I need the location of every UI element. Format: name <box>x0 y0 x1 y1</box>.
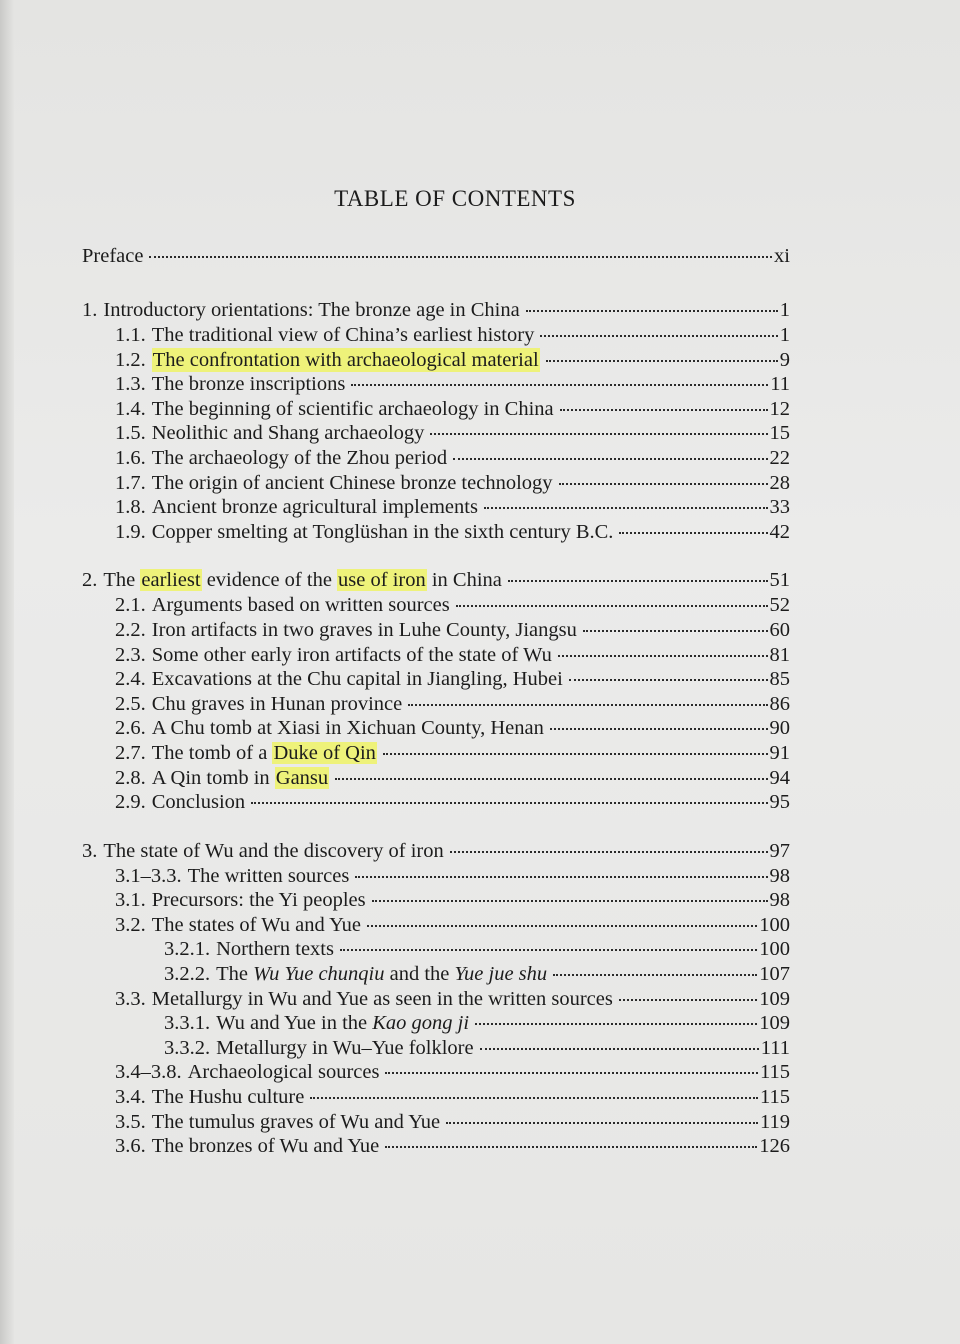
dot-leader <box>484 507 768 509</box>
toc-page-number: 111 <box>760 1036 790 1059</box>
section-title: The tumulus graves of Wu and Yue <box>151 1110 441 1133</box>
section-number: 3.2. <box>115 913 146 936</box>
dot-leader <box>335 778 767 780</box>
section-title-highlight: Duke of Qin <box>273 741 376 764</box>
toc-entry[interactable] <box>82 1085 790 1110</box>
toc-chapter-heading[interactable] <box>82 297 790 323</box>
toc-entry[interactable] <box>82 643 790 668</box>
toc-entry[interactable] <box>82 495 790 520</box>
section-title: Metallurgy in Wu and Yue as seen in the written sources <box>151 987 613 1010</box>
section-title: The archaeology of the Zhou period <box>151 446 448 469</box>
dot-leader <box>251 802 767 804</box>
dot-leader <box>526 310 778 312</box>
toc-entry-label: Preface <box>82 245 144 267</box>
section-title-part: A Qin tomb in <box>151 766 275 789</box>
section-number: 3.3.1. <box>164 1012 211 1035</box>
dot-leader <box>475 1023 757 1025</box>
section-number: 3.4–3.8. <box>115 1061 182 1084</box>
toc-entry[interactable] <box>82 692 790 717</box>
toc-chapter-heading[interactable] <box>82 567 790 593</box>
section-title-highlight: Gansu <box>275 766 329 789</box>
section-title <box>152 766 329 791</box>
dot-leader <box>540 335 777 337</box>
section-number: 1.3. <box>115 373 146 396</box>
section-number: 3.1. <box>115 889 146 912</box>
toc-page-number: 51 <box>769 569 790 592</box>
section-title: Conclusion <box>151 791 246 814</box>
toc-chapter-1 <box>82 297 790 544</box>
dot-leader <box>480 1048 759 1050</box>
dot-leader <box>450 851 768 853</box>
chapter-number: 3. <box>82 839 98 862</box>
toc-page-number: 126 <box>759 1135 790 1158</box>
section-number: 2.3. <box>115 643 146 666</box>
section-number: 1.6. <box>115 446 146 469</box>
toc-entry[interactable] <box>82 888 790 913</box>
dot-leader <box>456 605 768 607</box>
toc-entry[interactable] <box>82 1060 790 1085</box>
section-number: 1.4. <box>115 397 146 420</box>
section-number: 3.1–3.3. <box>115 864 182 887</box>
chapter-title: The state of Wu and the discovery of iron <box>103 839 444 862</box>
toc-entry[interactable] <box>82 618 790 643</box>
dot-leader <box>372 900 768 902</box>
section-title-highlighted: The confrontation with archaeological material <box>152 348 539 371</box>
section-number: 3.2.2. <box>164 963 211 986</box>
chapter-title-highlight: use of iron <box>338 569 426 592</box>
section-title <box>216 962 547 987</box>
section-title: Arguments based on written sources <box>151 594 450 617</box>
section-title: The traditional view of China’s earliest history <box>151 324 535 346</box>
section-number: 3.4. <box>115 1086 146 1109</box>
toc-page-number: 95 <box>769 791 790 814</box>
toc-entry[interactable] <box>82 667 790 692</box>
toc-chapter-heading[interactable] <box>82 838 790 864</box>
section-title: Excavations at the Chu capital in Jiangling, Hubei <box>151 668 563 691</box>
section-number: 1.7. <box>115 471 146 494</box>
dot-leader <box>553 974 757 976</box>
dot-leader <box>430 433 767 435</box>
section-number: 2.6. <box>115 717 146 740</box>
toc-page-number: 1 <box>779 299 790 321</box>
toc-entry[interactable] <box>82 741 790 766</box>
toc-page-number: 90 <box>769 717 790 740</box>
section-number: 1.8. <box>115 496 146 519</box>
toc-page-number: 81 <box>769 643 790 666</box>
toc-page-number: 100 <box>759 913 790 936</box>
section-number: 3.3.2. <box>164 1036 211 1059</box>
section-number: 1.2. <box>115 348 146 371</box>
toc-page-number: 94 <box>769 766 790 789</box>
toc-page-number: 15 <box>769 422 790 445</box>
toc-page-number: 11 <box>770 373 790 396</box>
page-title: TABLE OF CONTENTS <box>334 186 576 211</box>
section-number: 2.1. <box>115 594 146 617</box>
toc-entry[interactable] <box>82 1036 790 1061</box>
section-title <box>152 741 377 766</box>
section-title: The bronzes of Wu and Yue <box>151 1135 380 1158</box>
toc-entry[interactable] <box>82 962 790 987</box>
dot-leader <box>408 704 767 706</box>
dot-leader <box>310 1097 758 1099</box>
toc-page-number: 86 <box>769 692 790 715</box>
dot-leader <box>558 655 768 657</box>
toc-entry[interactable] <box>82 348 790 373</box>
toc-page-number: 98 <box>769 864 790 887</box>
section-title: Some other early iron artifacts of the state of Wu <box>151 643 552 666</box>
toc-page-number: 85 <box>769 668 790 691</box>
toc-page-number: 119 <box>760 1110 790 1133</box>
toc-preface-section <box>82 244 790 274</box>
toc-entry[interactable] <box>82 864 790 889</box>
section-number: 3.6. <box>115 1135 146 1158</box>
dot-leader <box>385 1072 758 1074</box>
dot-leader <box>351 384 768 386</box>
section-number: 3.2.1. <box>164 938 211 961</box>
section-title: The states of Wu and Yue <box>151 913 361 936</box>
toc-page-number: 28 <box>769 471 790 494</box>
toc-entry[interactable] <box>82 716 790 741</box>
section-title: Ancient bronze agricultural implements <box>151 496 478 519</box>
section-number: 2.4. <box>115 668 146 691</box>
dot-leader <box>560 409 768 411</box>
toc-chapter-2 <box>82 567 790 814</box>
chapter-title: Introductory orientations: The bronze age in China <box>103 299 520 321</box>
section-title: Copper smelting at Tonglüshan in the sixth century B.C. <box>151 520 614 543</box>
toc-page-number: xi <box>774 245 790 267</box>
dot-leader <box>383 753 768 755</box>
toc-page-number: 9 <box>779 348 790 371</box>
toc-page-number: 115 <box>760 1061 790 1084</box>
section-title-part: and the <box>384 963 455 986</box>
section-title: Precursors: the Yi peoples <box>151 889 366 912</box>
chapter-title-highlight: earliest <box>141 569 201 592</box>
section-title: The bronze inscriptions <box>151 373 346 396</box>
dot-leader <box>508 580 768 582</box>
toc-page-number: 109 <box>759 987 790 1010</box>
chapter-number: 1. <box>82 299 98 321</box>
toc-page-number: 42 <box>769 520 790 543</box>
section-number: 2.5. <box>115 692 146 715</box>
toc-entry[interactable] <box>82 937 790 962</box>
toc-entry[interactable] <box>82 790 790 815</box>
toc-page-number: 12 <box>769 397 790 420</box>
section-title: The beginning of scientific archaeology in China <box>151 397 554 420</box>
dot-leader <box>367 925 757 927</box>
toc-page-number: 33 <box>769 496 790 519</box>
section-number: 1.5. <box>115 422 146 445</box>
dot-leader <box>559 483 768 485</box>
toc-entry[interactable] <box>82 397 790 422</box>
toc-page-number: 98 <box>769 889 790 912</box>
section-number: 2.9. <box>115 791 146 814</box>
section-title <box>216 1011 469 1036</box>
section-title-part: The tomb of a <box>151 741 273 764</box>
section-number: 3.5. <box>115 1110 146 1133</box>
toc-entry[interactable] <box>82 1110 790 1135</box>
toc-entry[interactable] <box>82 913 790 938</box>
chapter-title-part: The <box>103 569 141 592</box>
section-title: Northern texts <box>216 938 334 961</box>
section-number: 3.3. <box>115 987 146 1010</box>
toc-entry[interactable] <box>82 446 790 471</box>
toc-entry[interactable] <box>82 1134 790 1159</box>
section-title-part: The <box>216 963 254 986</box>
toc-page-number: 52 <box>769 594 790 617</box>
toc-entry[interactable] <box>82 1011 790 1036</box>
section-title-italic: Kao gong ji <box>372 1012 470 1035</box>
chapter-title <box>103 567 502 593</box>
dot-leader <box>355 876 767 878</box>
chapter-title-part: evidence of the <box>201 569 338 592</box>
toc-page-number: 22 <box>769 446 790 469</box>
dot-leader <box>619 999 757 1001</box>
section-number: 2.7. <box>115 741 146 764</box>
toc-page-number: 60 <box>769 618 790 641</box>
dot-leader <box>583 630 768 632</box>
toc-entry[interactable] <box>82 372 790 397</box>
dot-leader <box>453 458 767 460</box>
toc-entry[interactable] <box>82 987 790 1012</box>
section-title: Metallurgy in Wu–Yue folklore <box>216 1036 474 1059</box>
section-title: Archaeological sources <box>187 1061 380 1084</box>
toc-page-number: 91 <box>769 741 790 764</box>
section-number: 2.8. <box>115 766 146 789</box>
toc-page-number: 1 <box>779 324 790 346</box>
dot-leader <box>619 532 767 534</box>
toc-entry[interactable] <box>82 520 790 545</box>
section-title: Iron artifacts in two graves in Luhe County, Jiangsu <box>151 618 577 641</box>
toc-page-number: 100 <box>759 938 790 961</box>
dot-leader <box>446 1122 758 1124</box>
dot-leader <box>550 728 768 730</box>
dot-leader <box>385 1146 757 1148</box>
dot-leader <box>149 256 772 258</box>
section-title-italic: Yue jue shu <box>454 963 548 986</box>
section-title-part: Wu and Yue in the <box>216 1012 373 1035</box>
section-title-italic: Wu Yue chunqiu <box>253 963 385 986</box>
toc-page-number: 109 <box>759 1012 790 1035</box>
toc-page-number: 107 <box>759 963 790 986</box>
chapter-number: 2. <box>82 569 98 592</box>
toc-entry[interactable] <box>82 593 790 618</box>
toc-page-number: 97 <box>769 839 790 862</box>
toc-entry-preface[interactable] <box>82 244 790 274</box>
toc-chapter-3 <box>82 838 790 1159</box>
section-number: 1.1. <box>115 324 146 346</box>
section-title: Neolithic and Shang archaeology <box>151 422 425 445</box>
toc-entry[interactable] <box>82 323 790 348</box>
section-title: The written sources <box>187 864 350 887</box>
toc-entry[interactable] <box>82 421 790 446</box>
toc-entry[interactable] <box>82 766 790 791</box>
section-title: The origin of ancient Chinese bronze technology <box>151 471 553 494</box>
dot-leader <box>340 949 757 951</box>
dot-leader <box>546 360 778 362</box>
section-title: A Chu tomb at Xiasi in Xichuan County, Henan <box>151 717 544 740</box>
section-number: 2.2. <box>115 618 146 641</box>
chapter-title-part: in China <box>426 569 502 592</box>
section-number: 1.9. <box>115 520 146 543</box>
section-title: The Hushu culture <box>151 1086 305 1109</box>
toc-entry[interactable] <box>82 471 790 496</box>
dot-leader <box>569 679 768 681</box>
table-of-contents <box>82 244 790 1182</box>
toc-page-number: 115 <box>760 1086 790 1109</box>
section-title: Chu graves in Hunan province <box>151 692 403 715</box>
